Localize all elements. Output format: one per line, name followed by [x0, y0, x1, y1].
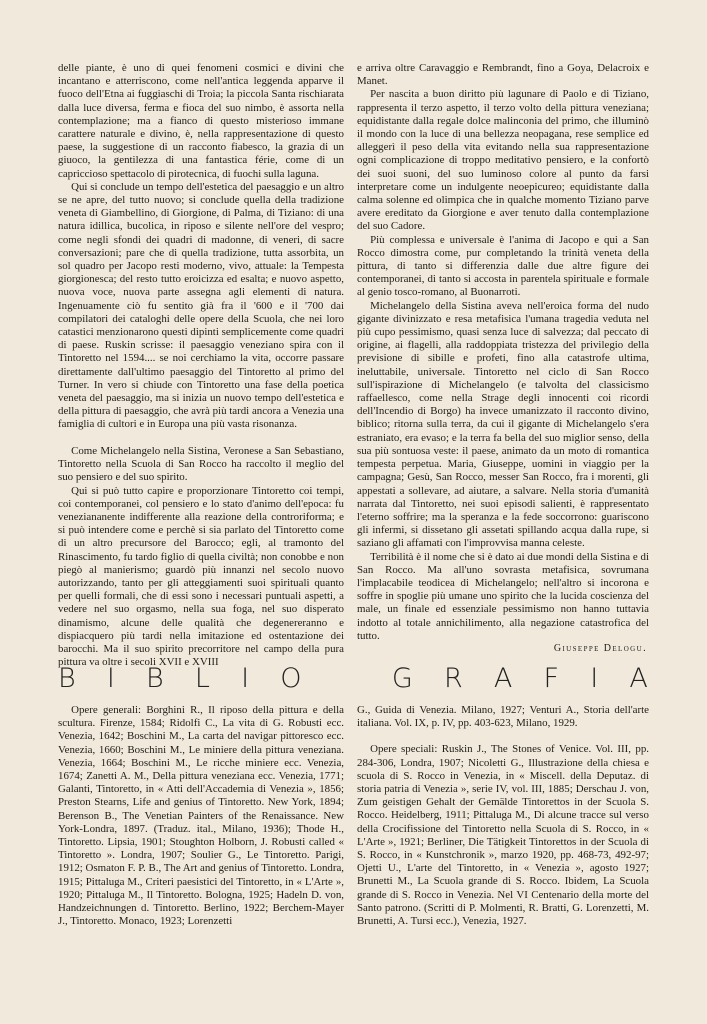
heading-letter: F: [543, 662, 560, 694]
heading-letter: I: [241, 662, 250, 694]
heading-letter: A: [629, 662, 648, 694]
author-signature: Giuseppe Delogu.: [553, 643, 647, 654]
bibliography-special: Opere speciali: Ruskin J., The Stones of Venice. Vol. III, pp. 284-306, Londra, 1907; Nicoletti G., Illustrazione della chiesa e scuola di S. Rocco in Venezia, in « Miscell. della Deputaz. di storia patria di Venezia », serie IV, vol. III, 1885; Derschau J. von, Zum geistigen Gehalt der Gemälde Tintorettos in der Scuola S. Rocco. Heidelberg, 1911; Pittaluga M., Di alcune tracce sul verso della Crocifissione del Tintoretto nella Scuola di S. Rocco, in « L'Arte », 1921; Berliner, Die Tätigkeit Tintorettos in der Scuola di S. Rocco, in « Kunstchronik », marzo 1920, pp. 468-73, 492-97; Ojetti U., L'arte del Tintoretto, in « Venezia », agosto 1927; Brunetti M., La Scuola grande di S. Rocco. Ibidem, La Scuola grande di S. Rocco in Venezia. Nel VI Centenario della morte del Santo patrono. (Scritti di P. Molmenti, R. Bratti, G. Lorenzetti, M. Brunetti, A. Tursi ecc.), Venezia, 1927.: [357, 743, 649, 928]
bibliography-column-left: [58, 704, 344, 928]
heading-letter: I: [590, 662, 599, 694]
heading-letter: O: [280, 662, 302, 694]
paragraph: Qui si può tutto capire e proporzionare Tintoretto coi tempi, coi contemporanei, col pensiero e lo stato d'animo dell'epoca: fu veneziananente indifferente alla reazione della controriforma; e si può intendere come e perchè si sia parlato del Tintoretto come di un altro precursore del Barocco; egli, al tramonto del Rinascimento, fu tardo figlio di quella civiltà; non conobbe e non piegò al manierismo; guardò più innanzi nel secolo nuovo autorizzando, tanto per gli atteggiamenti suoi spirituali quanto per quelli formali, che di essi sono i necessari puntuali aspetti, a vedere nel suo orgasmo, nella sua foga, nel suo disperato dinamismo, alcune delle qualità che degenereranno e dispiacquero più tardi nella imitazione ed ostentazione dei barocchi. Ma il suo spirito precorritore nel campo della pura pittura va oltre i secoli XVII e XVIII: [58, 484, 344, 669]
paragraph: Più complessa e universale è l'anima di Jacopo e qui a San Rocco dimostra come, pur completando la trinità veneta della pittura, di tanto si differenzia dalle due altre figure dei contemporanei, di tanto si accosta in parentela spirituale e formale al genio tosco-romano, al Buonarroti.: [357, 233, 649, 299]
article-column-left-bottom: [58, 445, 344, 669]
section-heading-bibliografia: [58, 660, 648, 696]
heading-letter: G: [391, 662, 413, 694]
paragraph: Qui si conclude un tempo dell'estetica del paesaggio e un altro se ne apre, del tutto nuovo; si conclude quella della tradizione veneta di Giambellino, di Giorgione, di Palma, di Tiziano: di una natura idillica, bucolica, in riposo e silente nell'ore del vespro; come negli sfondi dei quadri di madonne, di veneri, di sacre conversazioni; pare che di quella tradizione, tutta assorbita, un sol quadro per Jacopo resti moderno, vivo, attuale: la Tempesta giorgionesca; del resto tutto eroicizza ed esalta; e nuovo aspetto, nuova voce, nuova parte assegna agli elementi di natura. Ingenuamente ciò fu sentito già fra il '600 e il '700 dai compilatori dei cataloghi delle opere della Scuola, che nei loro catastici menzionarono questi dipinti semplicemente come quadri di paese. Ruskin scrisse: il paesaggio veneziano spira con il Tintoretto nel 1594.... se noi cerchiamo la vita, occorre passare direttamente dall'ultimo paesaggio del Tintoretto al primo del Turner. In vero si chiude con Tintoretto una fase della poetica veneta del paesaggio, ma si inizia un nuovo tempo dell'estetica e della pittura di paesaggio, che avrà più tardi ancora a Venezia una famiglia di cultori e in Europa una più vasta risonanza.: [58, 180, 344, 431]
paragraph: Per nascita a buon diritto più lagunare di Paolo e di Tiziano, rappresenta il terzo aspetto, il terzo volto della pittura veneziana; equidistante dalla regale dolce malinconia del primo, che illuminò il mondo con la luce di una bellezza neopagana, rese semplice ed alleggerì il peso della vita evitando nella sua rappresentazione ogni complicazione di troppo meditativo pensiero, e la confortò dei suoi suoni, del suo luminoso colore al punto da farsi interpretare come un indulgente neoepicureo; equidistante dalla calma solenne ed olimpica che in qualche momento Tiziano parve avere ereditato da Giorgione e aver tenuto dalla contemplazione del suo Cadore.: [357, 88, 649, 233]
heading-letter: R: [443, 662, 463, 694]
paragraph: e arriva oltre Caravaggio e Rembrandt, fino a Goya, Delacroix e Manet.: [357, 62, 649, 88]
paragraph: Michelangelo della Sistina aveva nell'eroica forma del nudo gigante divinizzato e resa metafisica l'umana tragedia veduta nel più cupo pessimismo, quasi senza luce di salvezza; dal peccato di origine, ai flagelli, alla raddoppiata tristezza del privilegio della previsione di sibille e profeti, fino alla catastrofe ultima, ineluttabile, universale. Tintoretto nel ciclo di San Rocco sull'ispirazione di Michelangelo (e talvolta del classicismo raffaellesco, come nella Strage degli innocenti coi ricordi dell'Incendio di Borgo) ha invece umanizzato il racconto divino, biblico; ritorna sulla terra, da cui il gigante di Michelangelo s'era estraniato, era evaso; e la terra fa bella del suo miglior senso, della sua più sontuosa veste: il paese, animato da un moto di romantica tempesta perpetua. Maria, Giuseppe, uomini in viaggio per la campagna; Gesù, San Rocco, messer San Rocco, fra i morenti, gli appestati a sollevare, ad aiutare, a salvare. Nella storia d'umanità narrata dal Tintoretto, nei suoi episodi salienti, è rappresentato l'eterno soffrire; ma la speranza e la fede soccorrono: guariscono gli infermi, si dissetano gli assetati spillando acqua dalla rupe, si saziano gli affamati con l'improvvisa manna celeste.: [357, 299, 649, 550]
heading-letter: B: [58, 662, 76, 694]
heading-letter: B: [146, 662, 164, 694]
paragraph: Terribilità è il nome che si è dato ai due mondi della Sistina e di San Rocco. Ma all'uno sovrasta metafisica, sovrumana l'implacabile teodicea di Michelangelo; nell'altro si incorona e soffre in spoglie più umane uno spirito che la lucida coscienza del male, un finale ed essenziale pessimismo non hanno tuttavia indotto al totale annichilimento, alla negazione catastrofica del tutto.: [357, 550, 649, 642]
bibliography-column-right: [357, 704, 649, 928]
paragraph: delle piante, è uno di quei fenomeni cosmici e divini che incantano e atterriscono, come nell'antica leggenda apparve il fuoco dell'Etna ai fuggiaschi di Troia; la piccola Santa rischiarata dalla luce diversa, ferma e fioca del suo nimbo, è assorta nella contemplazione; ma a fianco di questo misterioso immane carattere naturale e divino, è, nella rappresentazione di questo paese, la suggestione di un racconto fiabesco, la grazia di un giuoco, la gentilezza di una fantastica férie, come di un capriccioso spettacolo di pirotecnica, di fuochi sulla laguna.: [58, 62, 344, 180]
article-column-left-top: [58, 62, 344, 432]
bibliography-general: Opere generali: Borghini R., Il riposo della pittura e della scultura. Firenze, 1584; Ridolfi C., La vita di G. Robusti ecc. Venezia, 1642; Boschini M., La carta del navigar pittoresco ecc. Venezia, 1660; Boschini M., Le miniere della pittura veneziana. Venezia, 1664; Boschini M., Le ricche miniere ecc. Venezia, 1674; Zanetti A. M., Della pittura veneziana ecc. Venezia, 1771; Galanti, Tintoretto, in « Atti dell'Accademia di Venezia », 1856; Preston Stearns, Life and genius of Tintoretto. New York, 1894; Berenson B., The Venetian Painters of the Renaissance. New York-Londra, 1897. (Traduz. ital., Milano, 1936); Thode H., Tintoretto. Lipsia, 1901; Stoughton Holborn, J. Robusti called « Tintoretto ». Londra, 1907; Soulier G., Le Tintoretto. Parigi, 1912; Osmaton F. P. B., The Art and genius of Tintoretto. Londra, 1915; Pittaluga M., Criteri paesistici del Tintoretto, in « L'Arte », 1920; Pittaluga M., Il Tintoretto. Bologna, 1925; Hadeln D. von, Handzeichnungen d. Tintoretto. Berlino, 1922; Berchem-Mayer J., Tintoretto. Monaco, 1923; Lorenzetti: [58, 704, 345, 928]
bibliography-general-cont: G., Guida di Venezia. Milano, 1927; Venturi A., Storia dell'arte italiana. Vol. IX, p. IV, pp. 403-623, Milano, 1929.: [357, 704, 649, 730]
heading-letter: I: [106, 662, 115, 694]
article-column-right: [357, 62, 649, 643]
paragraph: Come Michelangelo nella Sistina, Veronese a San Sebastiano, Tintoretto nella Scuola di San Rocco ha raccolto il meglio del suo pensiero e del suo spirito.: [58, 445, 344, 484]
heading-letter: L: [194, 662, 210, 694]
heading-letter: A: [493, 662, 513, 694]
